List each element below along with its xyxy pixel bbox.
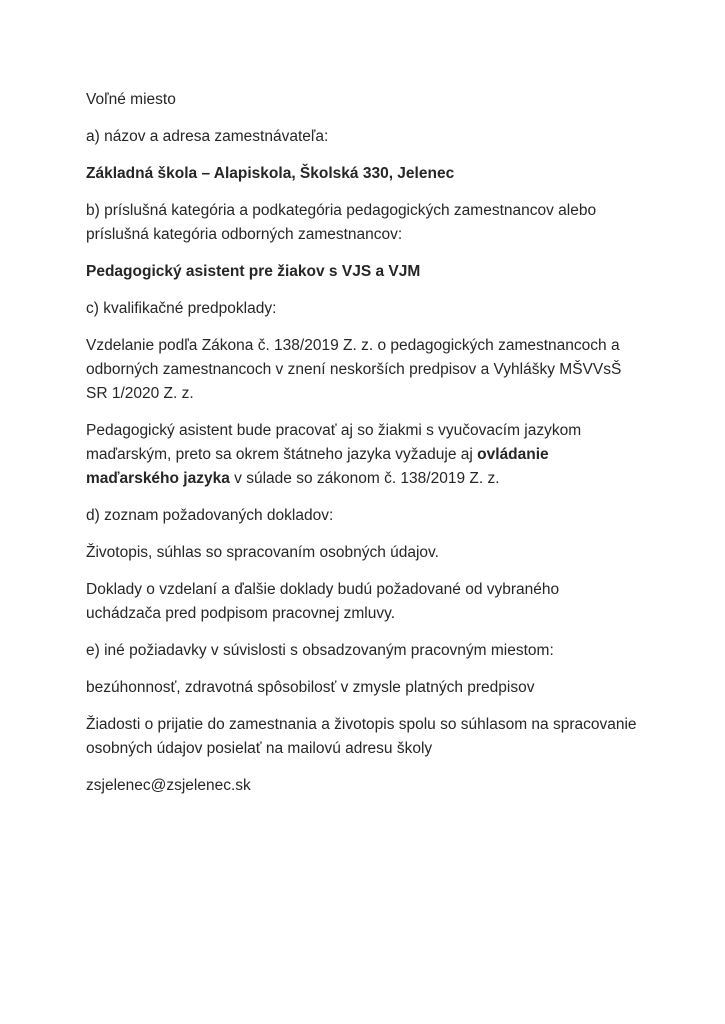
application-instructions-paragraph: Žiadosti o prijatie do zamestnania a životopis spolu so súhlasom na spracovanie osobných údajov posielať na mailovú adresu školy [86, 716, 637, 757]
language-requirement-text-before: Pedagogický asistent bude pracovať aj so žiakmi s vyučovacím jazykom maďarským, preto sa okrem štátneho jazyka vyžaduje aj [86, 422, 582, 463]
section-d-label: d) zoznam požadovaných dokladov: [86, 507, 334, 524]
position-title: Pedagogický asistent pre žiakov s VJS a VJM [86, 263, 421, 280]
documents-required-paragraph: Životopis, súhlas so spracovaním osobných údajov. [86, 544, 439, 561]
section-a-label: a) názov a adresa zamestnávateľa: [86, 128, 329, 145]
other-requirements-paragraph: bezúhonnosť, zdravotná spôsobilosť v zmysle platných predpisov [86, 679, 535, 696]
qualification-paragraph: Vzdelanie podľa Zákona č. 138/2019 Z. z. o pedagogických zamestnancoch a odborných zamestnancoch v znení neskorších predpisov a Vyhlášky MŠVVsŠ SR 1/2020 Z. z. [86, 337, 622, 402]
section-b-label: b) príslušná kategória a podkategória pedagogických zamestnancov alebo príslušná kategória odborných zamestnancov: [86, 202, 597, 243]
language-requirement-paragraph [86, 419, 638, 491]
language-requirement-bold-text: ovládanie maďarského jazyka [86, 446, 549, 487]
section-e-label: e) iné požiadavky v súvislosti s obsadzovaným pracovným miestom: [86, 642, 554, 659]
section-c-label: c) kvalifikačné predpoklady: [86, 300, 277, 317]
language-requirement-text-after: v súlade so zákonom č. 138/2019 Z. z. [229, 470, 500, 487]
documents-note-paragraph: Doklady o vzdelaní a ďalšie doklady budú požadované od vybraného uchádzača pred podpisom pracovnej zmluvy. [86, 581, 560, 622]
page-title: Voľné miesto [86, 91, 176, 108]
school-email-address: zsjelenec@zsjelenec.sk [86, 777, 251, 794]
employer-name: Základná škola – Alapiskola, Školská 330, Jelenec [86, 165, 455, 182]
